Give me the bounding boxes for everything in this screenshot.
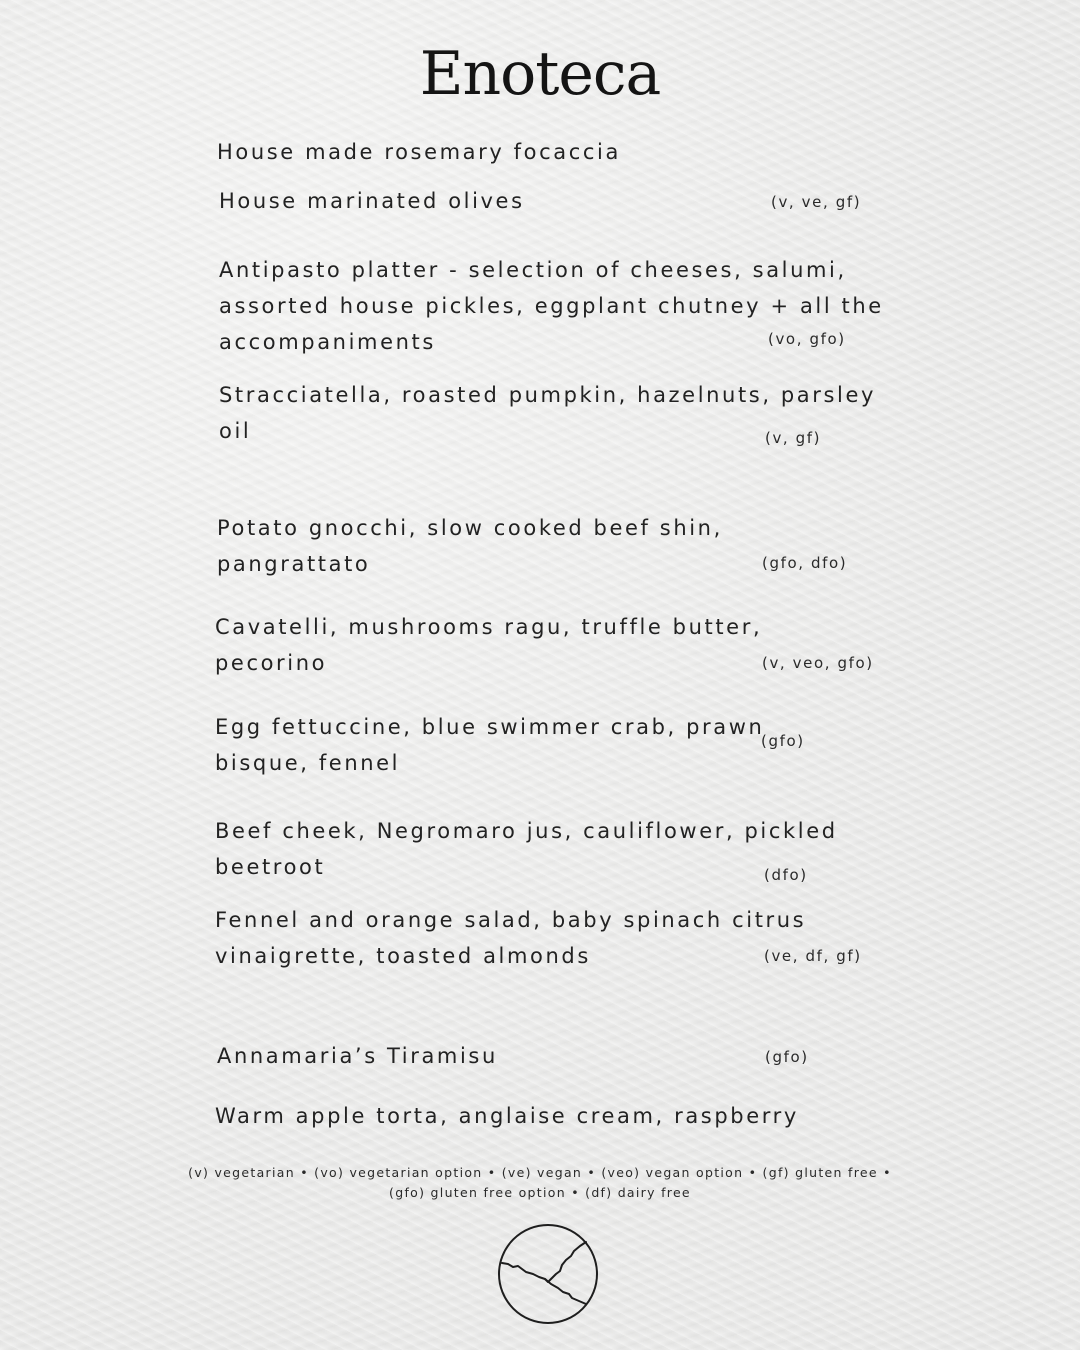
dietary-tags: (gfo) xyxy=(761,732,805,750)
dish-line: beetroot xyxy=(215,855,326,879)
dish-line: assorted house pickles, eggplant chutney + all the xyxy=(219,294,884,318)
dish-line: accompaniments xyxy=(219,330,436,354)
dish-line: Egg fettuccine, blue swimmer crab, prawn xyxy=(215,715,765,739)
dietary-tags: (gfo) xyxy=(765,1048,809,1066)
dish-line: Cavatelli, mushrooms ragu, truffle butter, xyxy=(215,615,763,639)
menu-title: Enoteca xyxy=(419,39,661,109)
menu-item-olives xyxy=(219,183,525,219)
menu-item-apple-torta xyxy=(215,1098,799,1134)
menu-item-fennel-salad xyxy=(215,902,806,974)
dietary-tags: (vo, gfo) xyxy=(768,330,846,348)
menu-item-focaccia xyxy=(217,134,621,170)
menu-item-tiramisu xyxy=(217,1038,498,1074)
dish-line: oil xyxy=(219,419,252,443)
menu-item-gnocchi xyxy=(217,510,723,582)
circle-crack-logo-icon xyxy=(496,1222,600,1326)
dish-line: Stracciatella, roasted pumpkin, hazelnuts, parsley xyxy=(219,383,877,407)
dish-line: Antipasto platter - selection of cheeses, salumi, xyxy=(219,258,847,282)
dish-line: vinaigrette, toasted almonds xyxy=(215,944,591,968)
menu-item-fettuccine xyxy=(215,709,764,781)
dish-line: pangrattato xyxy=(217,552,371,576)
dish-line: Beef cheek, Negromaro jus, cauliflower, pickled xyxy=(215,819,838,843)
dietary-tags: (gfo, dfo) xyxy=(762,554,848,572)
dish-line: bisque, fennel xyxy=(215,751,401,775)
dietary-tags: (v, gf) xyxy=(765,429,822,447)
dietary-tags: (v, ve, gf) xyxy=(771,193,862,211)
dietary-tags: (v, veo, gfo) xyxy=(762,654,874,672)
menu-item-beef-cheek xyxy=(215,813,838,885)
dish-line: pecorino xyxy=(215,651,328,675)
dish-line: Potato gnocchi, slow cooked beef shin, xyxy=(217,516,723,540)
menu-item-cavatelli xyxy=(215,609,762,681)
dish-line: House marinated olives xyxy=(219,189,525,213)
dietary-legend xyxy=(0,1163,1080,1203)
dish-line: Fennel and orange salad, baby spinach citrus xyxy=(215,908,807,932)
dietary-tags: (ve, df, gf) xyxy=(764,947,862,965)
dietary-tags: (dfo) xyxy=(764,866,808,884)
dish-line: House made rosemary focaccia xyxy=(217,140,621,164)
dish-line: Warm apple torta, anglaise cream, raspberry xyxy=(215,1104,799,1128)
legend-line: (v) vegetarian • (vo) vegetarian option • (ve) vegan • (veo) vegan option • (gf) gluten free • xyxy=(188,1165,892,1180)
legend-line: (gfo) gluten free option • (df) dairy free xyxy=(389,1185,691,1200)
dish-line: Annamaria’s Tiramisu xyxy=(217,1044,498,1068)
